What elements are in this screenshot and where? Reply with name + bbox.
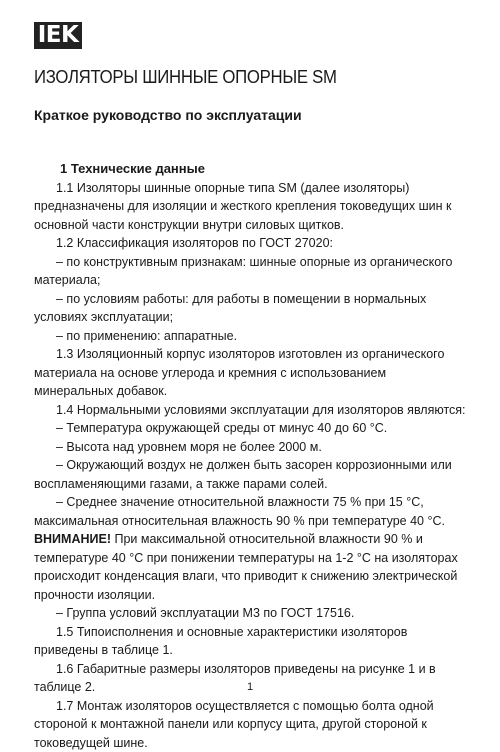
paragraph-1-3: 1.3 Изоляционный корпус изоляторов изготовлен из органического материала на основе углерода и кремния с использованием минеральных добавок.	[34, 345, 466, 401]
iek-logo: IEK	[34, 22, 82, 49]
page-number: 1	[0, 681, 500, 693]
list-item: – Среднее значение относительной влажности 75 % при 15 °С, максимальная относительная влажность 90 % при температуре 40 °С.	[34, 493, 466, 530]
paragraph-1-6: 1.6 Габаритные размеры изоляторов приведены на рисунке 1 и в таблице 2.	[34, 660, 466, 697]
paragraph-1-7: 1.7 Монтаж изоляторов осуществляется с помощью болта одной стороной к монтажной панели или корпусу щита, другой стороной к токоведущей шине.	[34, 697, 466, 752]
list-item: – по применению: аппаратные.	[34, 327, 466, 346]
paragraph-1-1: 1.1 Изоляторы шинные опорные типа SM (далее изоляторы) предназначены для изоляции и жесткого крепления токоведущих шин к основной части конструкции внутри силовых щитков.	[34, 179, 466, 235]
warning-text: При максимальной относительной влажности 90 % и температуре 40 °С при понижении температуры на 1-2 °С на изоляторах происходит конденсация влаги, что приводит к снижению электрической прочности изоляции.	[34, 532, 458, 602]
list-item: – по условиям работы: для работы в помещении в нормальных условиях эксплуатации;	[34, 290, 466, 327]
list-item: – Температура окружающей среды от минус 40 до 60 °С.	[34, 419, 466, 438]
document-body	[34, 160, 466, 752]
paragraph-1-5: 1.5 Типоисполнения и основные характеристики изоляторов приведены в таблице 1.	[34, 623, 466, 660]
paragraph-1-4: 1.4 Нормальными условиями эксплуатации для изоляторов являются:	[34, 401, 466, 420]
warning-label: ВНИМАНИЕ!	[34, 532, 111, 546]
list-item: – Группа условий эксплуатации М3 по ГОСТ 17516.	[34, 604, 466, 623]
list-item: – по конструктивным признакам: шинные опорные из органического материала;	[34, 253, 466, 290]
document-title: ИЗОЛЯТОРЫ ШИННЫЕ ОПОРНЫЕ SM	[34, 67, 337, 88]
list-item: – Высота над уровнем моря не более 2000 м.	[34, 438, 466, 457]
section-heading: 1 Технические данные	[34, 160, 466, 179]
warning-paragraph	[34, 530, 466, 604]
document-subtitle: Краткое руководство по эксплуатации	[34, 107, 302, 123]
paragraph-1-2: 1.2 Классификация изоляторов по ГОСТ 27020:	[34, 234, 466, 253]
list-item: – Окружающий воздух не должен быть засорен коррозионными или воспламеняющими газами, а также парами солей.	[34, 456, 466, 493]
